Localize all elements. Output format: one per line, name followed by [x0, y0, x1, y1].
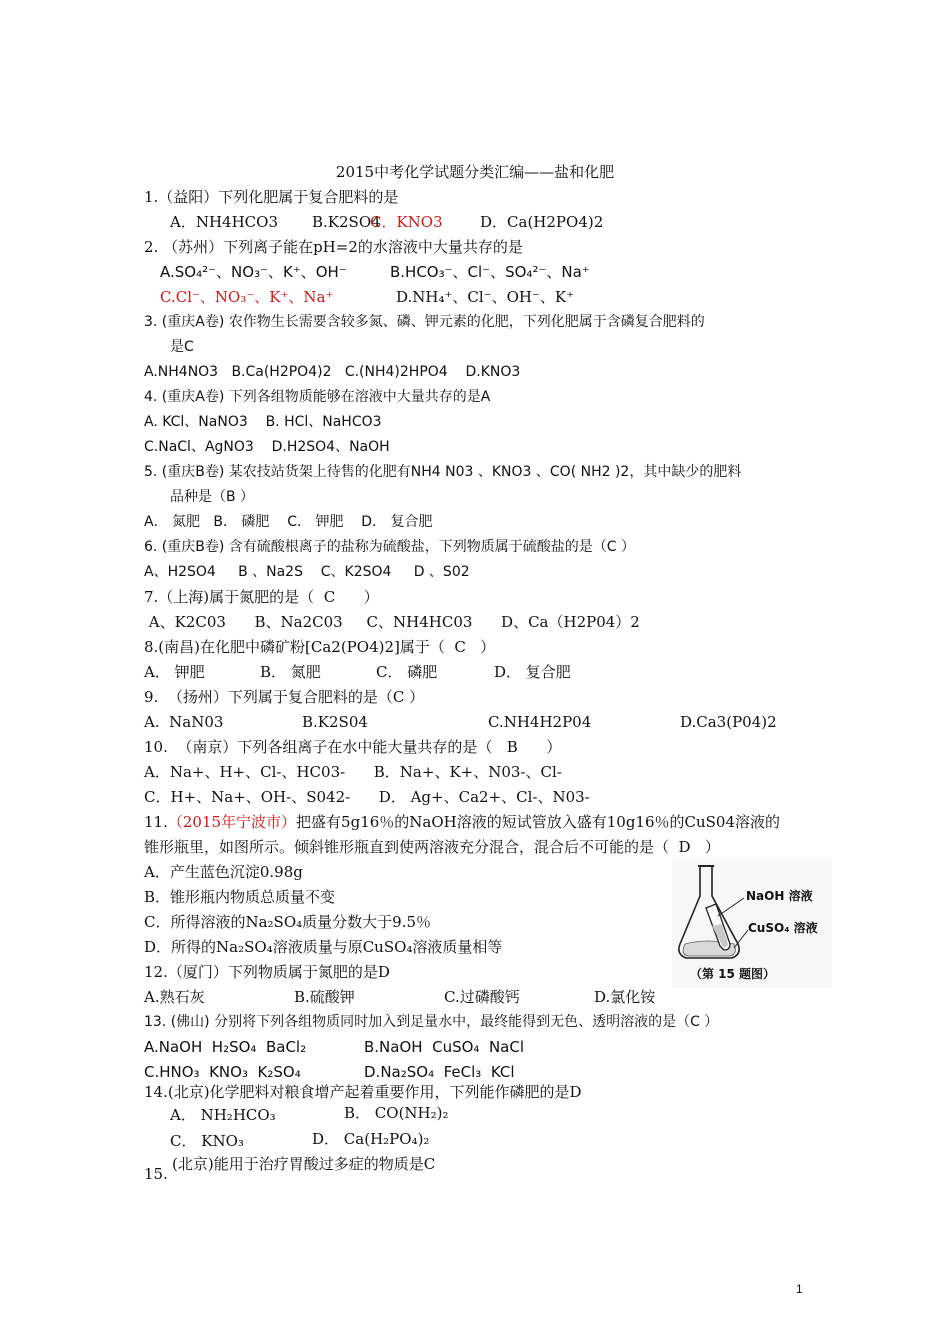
q13-stem: 13. (佛山) 分别将下列各组物质同时加入到足量水中，最终能得到无色、透明溶液的是（C ） — [144, 1014, 719, 1030]
q11-source: （2015年宁波市） — [167, 813, 297, 831]
q3-stem-line1: 3. (重庆A卷) 农作物生长需要含较多氮、磷、钾元素的化肥，下列化肥属于含磷复合肥料的 — [144, 314, 705, 330]
q6-stem: 6. (重庆B卷) 含有硫酸根离子的盐称为硫酸盐，下列物质属于硫酸盐的是（C ） — [144, 539, 636, 555]
q3-stem-line2: 是C — [170, 339, 194, 355]
q11-option-c: C．所得溶液的Na₂SO₄质量分数大于9.5％ — [144, 913, 432, 931]
q6-options: A、H2SO4 B 、Na2S C、K2SO4 D 、S02 — [144, 564, 470, 580]
flask-figure — [672, 858, 832, 988]
q14-stem: 14.(北京)化学肥料对粮食增产起着重要作用，下列能作磷肥的是D — [144, 1083, 582, 1101]
q8-option-b: B． 氮肥 — [260, 663, 321, 681]
q11-option-a: A．产生蓝色沉淀0.98g — [144, 863, 303, 881]
q9-option-a: A. NaN03 — [144, 713, 224, 731]
q13-option-c: C.HNO₃ KNO₃ K₂SO₄ — [144, 1063, 301, 1081]
q13-option-a: A.NaOH H₂SO₄ BaCl₂ — [144, 1038, 307, 1056]
q11-option-b: B．锥形瓶内物质总质量不变 — [144, 888, 336, 906]
q10-stem: 10. （南京）下列各组离子在水中能大量共存的是（ B ） — [144, 738, 562, 756]
q2-option-a: A.SO₄²⁻、NO₃⁻、K⁺、OH⁻ — [160, 263, 347, 281]
q5-stem-line2: 品种是（B ） — [170, 489, 255, 505]
q2-stem: 2. （苏州）下列离子能在pH=2的水溶液中大量共存的是 — [144, 238, 523, 256]
q12-option-b: B.硫酸钾 — [294, 988, 355, 1006]
q13-option-b: B.NaOH CuSO₄ NaCl — [364, 1038, 525, 1056]
q1-option-c: C．KNO3 — [370, 213, 443, 231]
q2-option-c: C.Cl⁻、NO₃⁻、K⁺、Na⁺ — [160, 288, 334, 306]
document-title: 2015中考化学试题分类汇编——盐和化肥 — [335, 163, 615, 181]
q7-stem: 7.（上海)属于氮肥的是（ C ） — [144, 588, 379, 606]
q14-option-b: B． CO(NH₂)₂ — [344, 1104, 449, 1122]
q3-options: A.NH4NO3 B.Ca(H2PO4)2 C.(NH4)2HPO4 D.KNO3 — [144, 364, 521, 380]
q4-options-line1: A. KCl、NaNO3 B. HCl、NaHCO3 — [144, 414, 382, 430]
q9-option-b: B.K2S04 — [302, 713, 368, 731]
q11-stem-line2: 锥形瓶里，如图所示。倾斜锥形瓶直到使两溶液充分混合，混合后不可能的是（ D ） — [144, 838, 720, 856]
q2-option-b: B.HCO₃⁻、Cl⁻、SO₄²⁻、Na⁺ — [390, 263, 590, 281]
q1-option-d: D．Ca(H2PO4)2 — [480, 213, 604, 231]
q2-option-d: D.NH₄⁺、Cl⁻、OH⁻、K⁺ — [396, 288, 575, 306]
q12-option-d: D.氯化铵 — [594, 988, 656, 1006]
q9-option-d: D.Ca3(P04)2 — [680, 713, 777, 731]
q14-option-c: C． KNO₃ — [170, 1132, 244, 1150]
q8-option-a: A． 钾肥 — [144, 663, 205, 681]
q9-stem: 9. （扬州）下列属于复合肥料的是（C ） — [144, 688, 425, 706]
q8-option-d: D． 复合肥 — [494, 663, 571, 681]
q11-number: 11. — [144, 813, 168, 831]
fig-label-cuso4: CuSO₄ 溶液 — [748, 921, 818, 935]
q12-stem: 12.（厦门）下列物质属于氮肥的是D — [144, 963, 390, 981]
q1-option-b: B.K2SO4 — [312, 213, 381, 231]
q15-stem: (北京)能用于治疗胃酸过多症的物质是C — [172, 1155, 436, 1173]
q12-option-c: C.过磷酸钙 — [444, 988, 520, 1006]
fig-caption: （第 15 题图） — [690, 967, 776, 981]
page-number: 1 — [796, 1282, 803, 1296]
q14-option-a: A． NH₂HCO₃ — [170, 1106, 276, 1124]
flask-icon — [672, 858, 832, 988]
q4-stem: 4. (重庆A卷) 下列各组物质能够在溶液中大量共存的是A — [144, 389, 491, 405]
q4-options-line2: C.NaCl、AgNO3 D.H2SO4、NaOH — [144, 439, 390, 455]
q5-options: A． 氮肥 B． 磷肥 C． 钾肥 D． 复合肥 — [144, 514, 433, 530]
q1-stem: 1.（益阳）下列化肥属于复合肥料的是 — [144, 188, 399, 206]
q15-number: 15. — [144, 1165, 168, 1183]
q10-options-line1: A．Na+、H+、Cl-、HC03- B．Na+、K+、N03-、Cl- — [144, 763, 562, 781]
q14-option-d: D． Ca(H₂PO₄)₂ — [312, 1130, 430, 1148]
q11-option-d: D．所得的Na₂SO₄溶液质量与原CuSO₄溶液质量相等 — [144, 938, 503, 956]
q5-stem-line1: 5. (重庆B卷) 某农技站货架上待售的化肥有NH4 N03 、KNO3 、CO( NH2 )2，其中缺少的肥料 — [144, 464, 742, 480]
q13-option-d: D.Na₂SO₄ FeCl₃ KCl — [364, 1063, 515, 1081]
q8-option-c: C． 磷肥 — [376, 663, 438, 681]
q9-option-c: C.NH4H2P04 — [488, 713, 592, 731]
q11-stem-text: 把盛有5g16％的NaOH溶液的短试管放入盛有10g16％的CuS04溶液的 — [296, 813, 781, 831]
q12-option-a: A.熟石灰 — [144, 988, 205, 1006]
q10-options-line2: C．H+、Na+、OH-、S042- D． Ag+、Ca2+、Cl-、N03- — [144, 788, 590, 806]
fig-label-naoh: NaOH 溶液 — [746, 889, 813, 903]
q7-options: A、K2C03 B、Na2C03 C、NH4HC03 D、Ca（H2P04）2 — [144, 613, 640, 631]
q8-stem: 8.(南昌)在化肥中磷矿粉[Ca2(PO4)2]属于（ C ） — [144, 638, 496, 656]
q11-stem-line1 — [144, 812, 780, 832]
q1-option-a: A．NH4HCO3 — [170, 213, 278, 231]
